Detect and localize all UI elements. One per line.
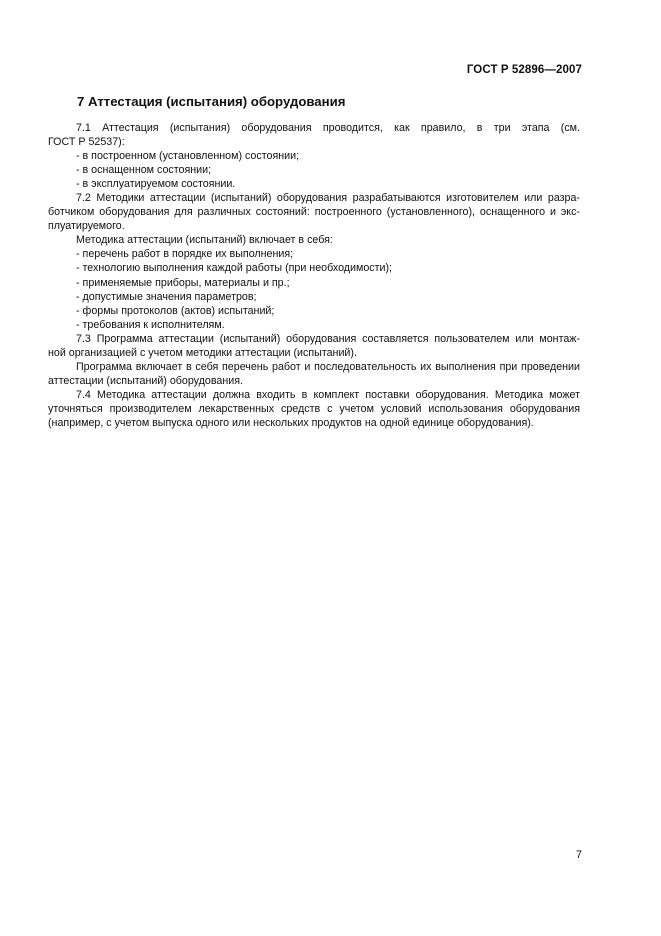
paragraph-line: 7.1 Аттестация (испытания) оборудования проводится, как правило, в три этапа (см. — [76, 122, 580, 134]
list-item: - в построенном (установленном) состоянии; — [76, 150, 300, 163]
paragraph-line: ГОСТ Р 52537): — [48, 136, 125, 149]
paragraph-line: уточняться производителем лекарственных средств с учетом условий использования оборудования — [48, 402, 580, 415]
list-item: - технологию выполнения каждой работы (при необходимости); — [76, 262, 393, 275]
paragraph-line: 7.4 Методика аттестации должна входить в комплект поставки оборудования. Методика может — [76, 388, 580, 401]
list-item: - допустимые значения параметров; — [76, 290, 257, 303]
paragraph-line: плуатируемого. — [48, 220, 125, 233]
section-body — [48, 121, 580, 430]
paragraph-line: 7.3 Программа аттестации (испытаний) оборудования составляется пользователем или монтаж- — [76, 332, 580, 345]
section-title: 7 Аттестация (испытания) оборудования — [77, 94, 346, 109]
page-number: 7 — [576, 849, 582, 861]
paragraph-line: Методика аттестации (испытаний) включает в себя: — [76, 234, 333, 247]
paragraph-line: 7.2 Методики аттестации (испытаний) оборудования разрабатываются изготовителем или разра- — [76, 192, 580, 205]
paragraph-line: аттестации (испытаний) оборудования. — [48, 374, 243, 387]
list-item: - перечень работ в порядке их выполнения; — [76, 248, 294, 261]
paragraph-line: ботчиком оборудования для различных состояний: построенного (установленного), оснащенного и экс- — [48, 206, 580, 219]
list-item: - требования к исполнителям. — [76, 318, 225, 331]
list-item: - формы протоколов (актов) испытаний; — [76, 304, 275, 317]
list-item: - применяемые приборы, материалы и пр.; — [76, 276, 290, 289]
document-id-header: ГОСТ Р 52896—2007 — [466, 64, 582, 76]
list-item: - в оснащенном состоянии; — [76, 164, 212, 177]
paragraph-line: Программа включает в себя перечень работ и последовательность их выполнения при проведении — [76, 360, 580, 373]
paragraph-line: ной организацией с учетом методики аттестации (испытаний). — [48, 346, 357, 359]
paragraph-line: (например, с учетом выпуска одного или нескольких продуктов на одной единице оборудования). — [48, 416, 534, 429]
list-item: - в эксплуатируемом состоянии. — [76, 178, 236, 191]
